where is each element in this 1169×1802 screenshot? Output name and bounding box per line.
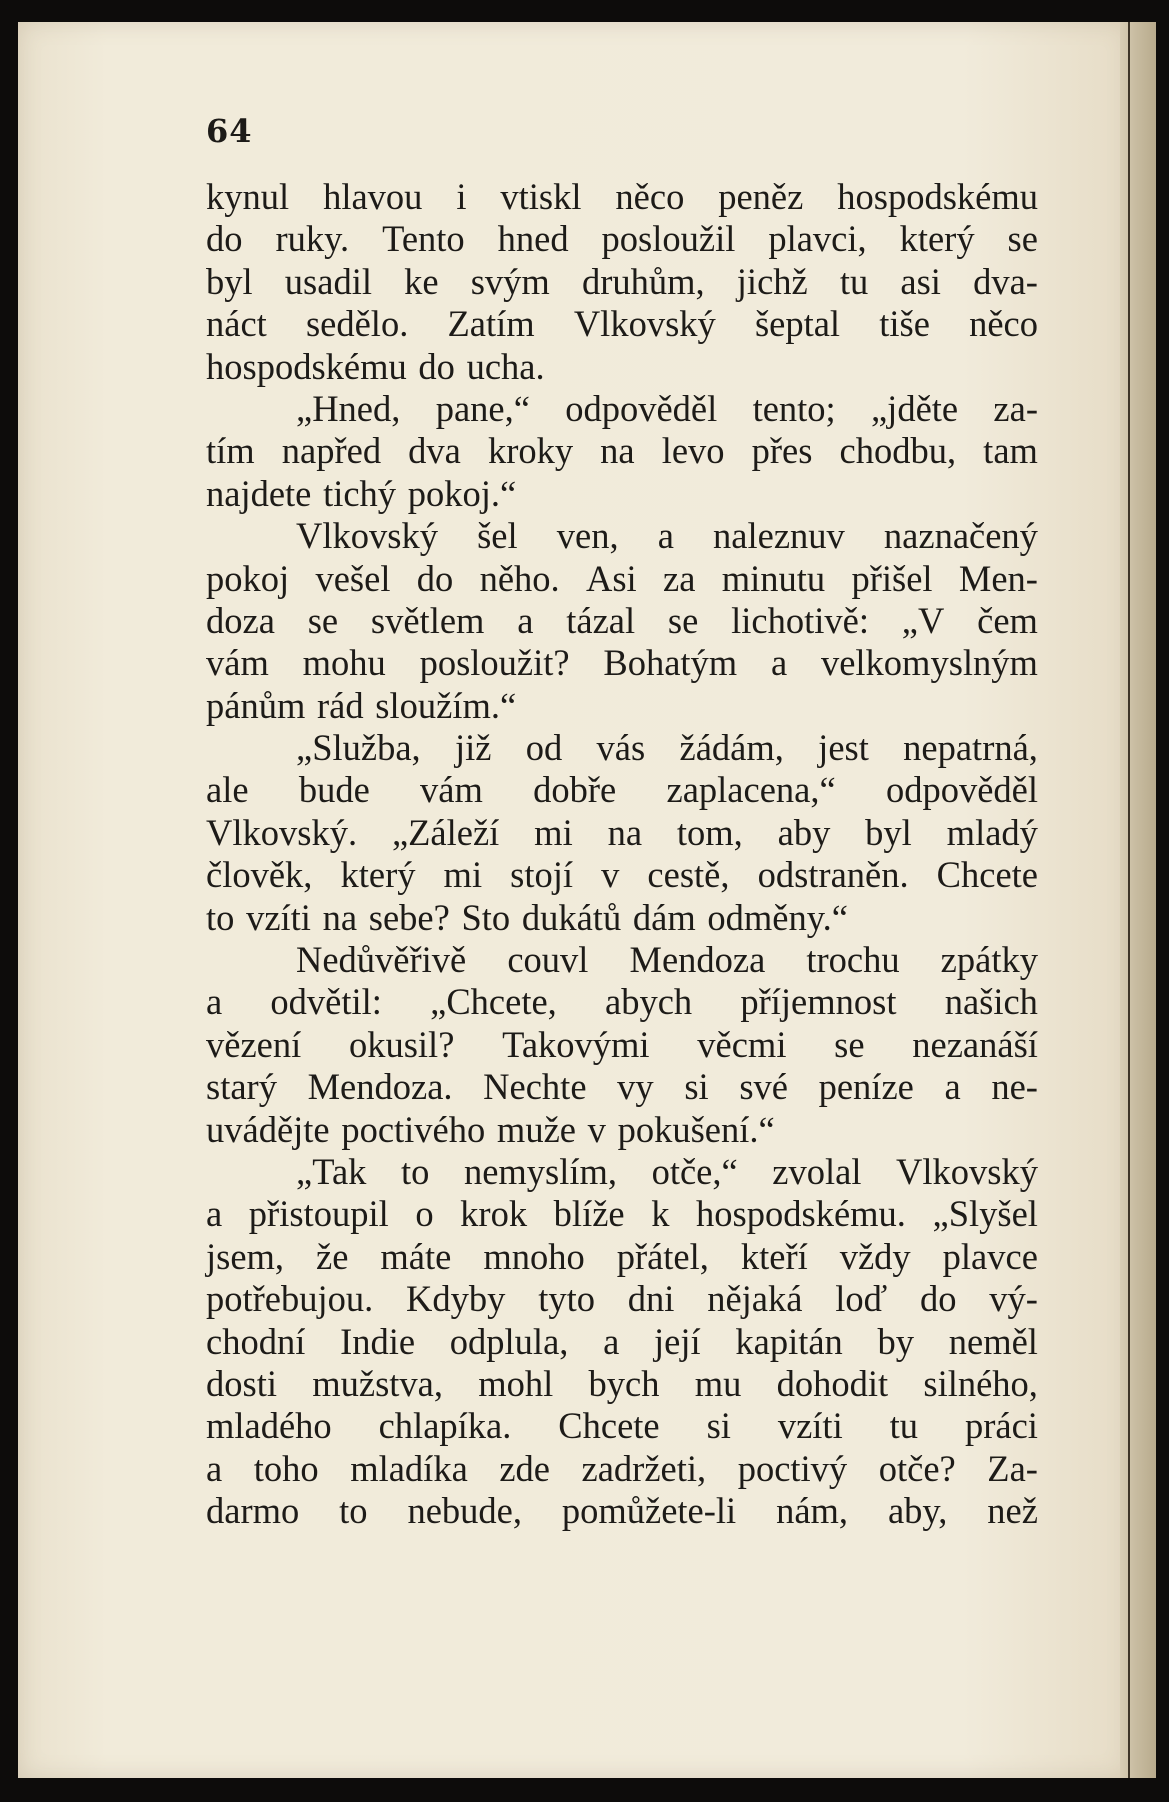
word: a — [657, 515, 674, 557]
word: byl — [865, 811, 912, 853]
word: Vlkovský. — [206, 811, 358, 853]
word: usadil — [284, 260, 372, 302]
word: a — [770, 642, 788, 684]
word: tiše — [879, 303, 930, 345]
word: a — [517, 599, 534, 641]
word: chlapíka. — [378, 1405, 512, 1447]
text-line — [206, 1363, 1038, 1405]
word: si — [684, 1066, 709, 1108]
word: tom, — [676, 811, 743, 853]
word: Sto — [461, 896, 511, 938]
word: v — [587, 1108, 606, 1150]
word: darmo — [206, 1490, 300, 1532]
word: mohu — [302, 642, 386, 684]
word: mi — [534, 811, 573, 853]
word: zvolal — [772, 1150, 862, 1192]
word: sloužím.“ — [375, 684, 517, 726]
word: jest — [818, 727, 869, 769]
word: plavce — [942, 1235, 1038, 1277]
word: odpověděl — [565, 387, 718, 429]
word: hospodskému — [837, 176, 1038, 217]
word: chodbu, — [839, 430, 957, 472]
word: Chcete — [558, 1405, 660, 1447]
text-line — [206, 727, 1038, 769]
text-line — [206, 897, 1038, 939]
word: na — [322, 896, 358, 938]
word: couvl — [507, 939, 589, 981]
word: od — [525, 727, 563, 769]
word: ke — [404, 260, 439, 302]
word: Kdyby — [406, 1278, 506, 1320]
word: Asi — [585, 557, 637, 599]
word: tyto — [538, 1278, 595, 1320]
word: svým — [470, 260, 550, 302]
word: do — [920, 1278, 957, 1320]
word: sedělo. — [305, 303, 409, 345]
word: do — [206, 218, 243, 260]
word: Za- — [987, 1447, 1038, 1489]
word: vězení — [206, 1023, 302, 1065]
word: Vlkovský — [896, 1150, 1038, 1192]
word: kynul — [206, 176, 290, 217]
word: dám — [632, 896, 696, 938]
word: napřed — [281, 430, 382, 472]
text-line — [206, 1066, 1038, 1108]
word: trochu — [806, 939, 900, 981]
word: již — [454, 727, 492, 769]
word: vý- — [989, 1278, 1038, 1320]
word: pánům — [206, 684, 306, 726]
word: tichý — [323, 472, 397, 514]
word: mohl — [478, 1362, 554, 1404]
word: vzíti — [777, 1405, 843, 1447]
word: přišel — [851, 557, 933, 599]
word: Mendoza — [629, 939, 766, 981]
word: ven, — [556, 515, 619, 557]
word: Men- — [958, 557, 1038, 599]
text-line — [206, 218, 1038, 260]
word: přistoupil — [248, 1193, 389, 1235]
word: pokoj — [206, 557, 290, 599]
word: který — [340, 854, 416, 896]
word: nám, — [776, 1490, 849, 1532]
word: dobře — [533, 769, 617, 811]
word: okusil? — [348, 1023, 455, 1065]
word: zaplacena,“ — [666, 769, 836, 811]
word: byl — [206, 260, 253, 302]
word: pane,“ — [435, 387, 530, 429]
text-line — [206, 981, 1038, 1023]
word: loď — [835, 1278, 888, 1320]
page-edge-stack — [1120, 22, 1156, 1778]
word: kroky — [487, 430, 574, 472]
word: se — [667, 599, 699, 641]
text-line — [206, 1109, 1038, 1151]
text-line — [206, 1405, 1038, 1447]
word: k — [651, 1193, 670, 1235]
word: to — [400, 1150, 430, 1192]
word: v — [601, 854, 620, 896]
word: vám — [206, 642, 269, 684]
word: světlem — [370, 599, 485, 641]
word: dva — [408, 430, 461, 472]
word: odměny.“ — [707, 896, 848, 938]
word: nezanáší — [912, 1023, 1038, 1065]
word: a — [603, 1320, 620, 1362]
word: za- — [993, 387, 1038, 429]
text-line — [206, 303, 1038, 345]
text-line — [206, 1321, 1038, 1363]
word: otče? — [878, 1447, 956, 1489]
page-number: 64 — [206, 112, 253, 150]
word: vešel — [315, 557, 391, 599]
word: se — [1007, 218, 1038, 260]
word: Takovými — [502, 1023, 650, 1065]
word: jichž — [736, 260, 808, 302]
word: levo — [661, 430, 725, 472]
word: mnoho — [483, 1235, 585, 1277]
word: než — [987, 1490, 1038, 1532]
word: jsem, — [206, 1235, 285, 1277]
word: za — [663, 557, 696, 599]
word: Zatím — [447, 303, 535, 345]
word: Tento — [382, 218, 465, 260]
word: a — [206, 981, 223, 1023]
word: na — [600, 430, 635, 472]
word: a — [944, 1066, 961, 1108]
word: náct — [206, 303, 267, 345]
word: „Slyšel — [932, 1193, 1038, 1235]
word: posloužil — [601, 218, 736, 260]
text-line — [206, 430, 1038, 472]
word: přátel, — [616, 1235, 709, 1277]
word: otče,“ — [651, 1150, 738, 1192]
word: blíže — [553, 1193, 625, 1235]
word: nepatrná, — [903, 727, 1038, 769]
word: se — [834, 1023, 865, 1065]
word: aby — [777, 811, 831, 853]
word: hlavou — [323, 176, 423, 217]
text-line — [206, 1193, 1038, 1235]
word: do — [416, 557, 454, 599]
word: aby, — [887, 1490, 948, 1532]
word: dva- — [973, 260, 1038, 302]
word: na — [607, 811, 643, 853]
word: vzíti — [246, 896, 311, 938]
word: plavci, — [768, 218, 867, 260]
word: naznačený — [883, 515, 1038, 557]
word: a — [206, 1447, 223, 1489]
word: peníze — [818, 1066, 914, 1108]
word: neměl — [948, 1320, 1038, 1362]
word: dukátů — [521, 896, 622, 938]
word: toho — [253, 1447, 319, 1489]
word: a — [206, 1193, 223, 1235]
word: Chcete — [936, 854, 1038, 896]
word: ale — [206, 769, 249, 811]
word: o — [415, 1193, 434, 1235]
text-line — [206, 1490, 1038, 1532]
body-text — [206, 176, 1038, 1533]
word: si — [706, 1405, 731, 1447]
word: příjemnost — [740, 981, 897, 1023]
word: peněz — [718, 176, 804, 217]
word: kteří — [740, 1235, 808, 1277]
word: velkomyslným — [820, 642, 1038, 684]
word: máte — [380, 1235, 452, 1277]
word: že — [316, 1235, 349, 1277]
word: pokušení.“ — [617, 1108, 775, 1150]
text-line — [206, 1024, 1038, 1066]
word: Indie — [340, 1320, 416, 1362]
word: člověk, — [206, 854, 313, 896]
word: našich — [944, 981, 1038, 1023]
word: poctivý — [737, 1447, 848, 1489]
text-line — [206, 473, 1038, 515]
word: tu — [839, 260, 869, 302]
word: muže — [496, 1108, 576, 1150]
word: vás — [596, 727, 646, 769]
word: abych — [605, 981, 693, 1023]
word: potřebujou. — [206, 1278, 374, 1320]
word: dohodit — [776, 1362, 889, 1404]
word: vtiskl — [500, 176, 582, 217]
word: minutu — [721, 557, 826, 599]
word: rád — [317, 684, 364, 726]
word: nebude, — [407, 1490, 522, 1532]
word: práci — [964, 1405, 1038, 1447]
text-line — [206, 515, 1038, 557]
word: přes — [751, 430, 813, 472]
word: krok — [460, 1193, 528, 1235]
word: bude — [298, 769, 370, 811]
word: zadržeti, — [581, 1447, 707, 1489]
word: to — [339, 1490, 368, 1532]
word: mladého — [206, 1405, 332, 1447]
word: vy — [617, 1066, 654, 1108]
word: „Služba, — [296, 727, 421, 769]
word: něco — [969, 303, 1038, 345]
word: ne- — [991, 1066, 1038, 1108]
word: zde — [499, 1447, 550, 1489]
word: mladíka — [350, 1447, 468, 1489]
text-line — [206, 939, 1038, 981]
text-line — [206, 558, 1038, 600]
text-line — [206, 176, 1038, 218]
word: lichotivě: — [731, 599, 869, 641]
text-line — [206, 1448, 1038, 1490]
word: mu — [694, 1362, 742, 1404]
word: druhům, — [581, 260, 705, 302]
word: starý — [206, 1066, 277, 1108]
word: „V — [901, 599, 945, 641]
word: pomůžete-li — [561, 1490, 737, 1532]
word: pokoj.“ — [407, 472, 517, 514]
word: tento; — [752, 387, 836, 429]
word: odpověděl — [885, 769, 1038, 811]
word: odplula, — [449, 1320, 569, 1362]
word: „Chcete, — [430, 981, 557, 1023]
text-line — [206, 854, 1038, 896]
word: její — [654, 1320, 701, 1362]
word: hned — [497, 218, 569, 260]
word: vám — [420, 769, 483, 811]
word: se — [307, 599, 339, 641]
word: zpátky — [940, 939, 1038, 981]
word: šeptal — [754, 303, 841, 345]
text-line — [206, 685, 1038, 727]
word: čem — [977, 599, 1038, 641]
word: tázal — [566, 599, 636, 641]
word: Bohatým — [603, 642, 738, 684]
word: dni — [627, 1278, 675, 1320]
word: odvětil: — [270, 981, 382, 1023]
word: šel — [477, 515, 518, 557]
word: hospodskému. — [696, 1193, 906, 1235]
word: sebe? — [368, 896, 450, 938]
text-line — [206, 346, 1038, 388]
word: to — [206, 896, 235, 938]
text-line — [206, 1151, 1038, 1193]
word: něho. — [479, 557, 560, 599]
word: silného, — [923, 1362, 1038, 1404]
word: naleznuv — [713, 515, 845, 557]
word: posloužit? — [419, 642, 570, 684]
word: mi — [443, 854, 483, 896]
word: něco — [615, 176, 685, 217]
word: tam — [983, 430, 1038, 472]
text-line — [206, 261, 1038, 303]
book-spine-line — [1128, 22, 1130, 1778]
word: dosti — [206, 1362, 277, 1404]
word: „jděte — [870, 387, 959, 429]
word: i — [456, 176, 467, 217]
word: hospodskému — [206, 345, 407, 387]
word: nemyslím, — [463, 1150, 618, 1192]
word: najdete — [206, 472, 312, 514]
word: uvádějte — [206, 1108, 330, 1150]
word: Vlkovský — [573, 303, 716, 345]
word: Nedůvěřivě — [296, 939, 467, 981]
word: kapitán — [735, 1320, 843, 1362]
text-line — [206, 769, 1038, 811]
word: ucha. — [466, 345, 545, 387]
word: nějaká — [707, 1278, 803, 1320]
word: tu — [889, 1405, 919, 1447]
word: žádám, — [679, 727, 784, 769]
word: stojí — [510, 854, 574, 896]
text-line — [206, 812, 1038, 854]
word: chodní — [206, 1320, 306, 1362]
word: Vlkovský — [296, 515, 438, 557]
word: věcmi — [697, 1023, 787, 1065]
word: Nechte — [483, 1066, 587, 1108]
word: bych — [588, 1362, 660, 1404]
text-line — [206, 1278, 1038, 1320]
word: Mendoza. — [307, 1066, 453, 1108]
text-line — [206, 1236, 1038, 1278]
word: cestě, — [647, 854, 730, 896]
word: by — [877, 1320, 915, 1362]
word: ruky. — [275, 218, 350, 260]
text-line — [206, 642, 1038, 684]
word: poctivého — [341, 1108, 486, 1150]
word: tím — [206, 430, 255, 472]
word: vždy — [839, 1235, 911, 1277]
text-line — [206, 600, 1038, 642]
word: doza — [206, 599, 275, 641]
word: mladý — [946, 811, 1038, 853]
word: své — [739, 1066, 788, 1108]
word: který — [899, 218, 975, 260]
word: odstraněn. — [757, 854, 909, 896]
word: asi — [900, 260, 941, 302]
word: „Záleží — [391, 811, 500, 853]
word: „Hned, — [296, 387, 401, 429]
word: do — [418, 345, 455, 387]
word: mužstva, — [312, 1362, 443, 1404]
word: „Tak — [296, 1150, 367, 1192]
text-line — [206, 388, 1038, 430]
